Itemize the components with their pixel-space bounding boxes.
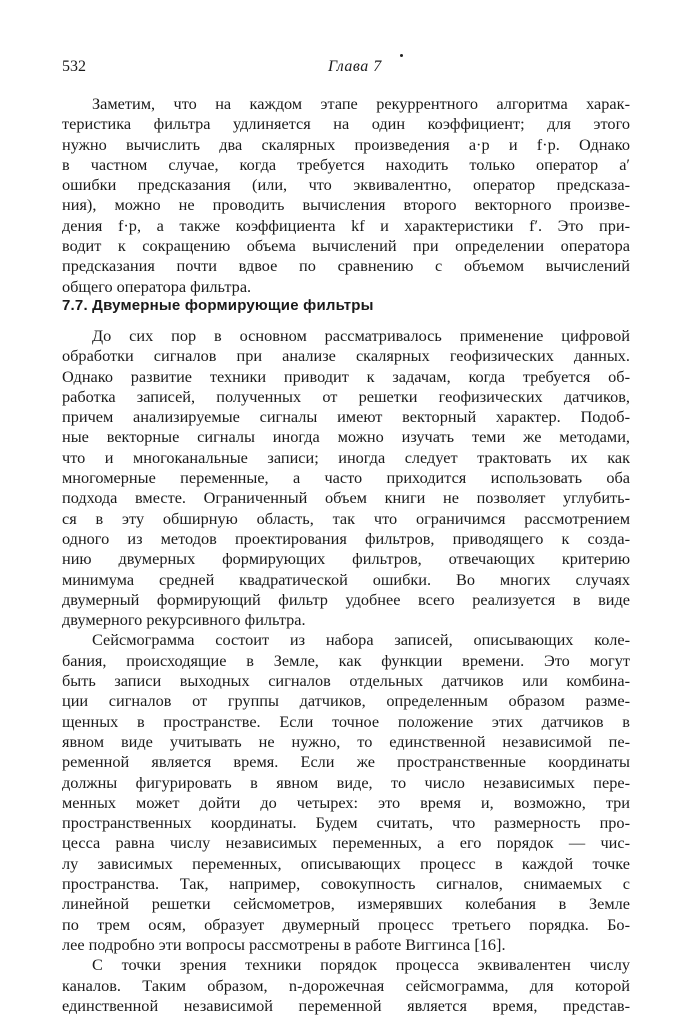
text-line: ошибки предсказания (или, что эквивалентно, оператор предсказа-	[62, 175, 630, 195]
text-line: по трем осям, образует двумерный процесс третьего порядка. Бо-	[62, 914, 630, 934]
text-line: С точки зрения техники порядок процесса эквивалентен числу	[92, 955, 630, 975]
section-body	[62, 326, 630, 1016]
section-heading: 7.7. Двумерные формирующие фильтры	[62, 297, 374, 314]
running-head: Глава 7	[328, 58, 382, 75]
text-line: ся в эту обширную область, так что ограничимся рассмотрением	[62, 508, 630, 528]
text-line: пространства. Так, например, совокупность сигналов, снимаемых с	[62, 874, 630, 894]
text-line: нию двумерных формирующих фильтров, отвечающих критерию	[62, 549, 630, 569]
text-line: теристика фильтра удлиняется на один коэффициент; для этого	[62, 114, 630, 134]
text-line: в частном случае, когда требуется находить только оператор a′	[62, 154, 630, 174]
page-number: 532	[62, 58, 86, 75]
text-line: менных может дойти до четырех: это время и, возможно, три	[62, 792, 630, 812]
text-line: цесса равна числу независимых переменных, а его порядок — чис-	[62, 833, 630, 853]
text-line: Однако развитие техники приводит к задачам, когда требуется об-	[62, 366, 630, 386]
paragraph-opening	[62, 94, 630, 297]
text-line: ременной является время. Если же пространственные координаты	[62, 752, 630, 772]
text-line: лее подробно эти вопросы рассмотрены в работе Виггинса [16].	[62, 934, 506, 954]
text-line: До сих пор в основном рассматривалось применение цифровой	[92, 326, 630, 345]
text-line: общего оператора фильтра.	[62, 276, 252, 296]
text-line: Сейсмограмма состоит из набора записей, описывающих коле-	[92, 630, 630, 650]
text-line: подхода вместе. Ограниченный объем книги не позволяет углубить-	[62, 488, 630, 508]
text-line: ции сигналов от группы датчиков, определенным образом разме-	[62, 691, 630, 711]
text-line: бания, происходящие в Земле, как функции времени. Это могут	[62, 650, 630, 670]
text-line: причем анализируемые сигналы имеют векторный характер. Подоб-	[62, 407, 630, 427]
text-line: каналов. Таким образом, n-дорожечная сейсмограмма, для которой	[62, 975, 630, 995]
text-line: предсказания почти вдвое по сравнению с объемом вычислений	[62, 256, 630, 276]
text-line: двумерный формирующий фильтр удобнее всего реализуется в виде	[62, 589, 630, 609]
text-line: ния), можно не проводить вычисления второго векторного произве-	[62, 195, 630, 215]
text-line: лу зависимых переменных, описывающих процесс в каждой точке	[62, 853, 630, 873]
text-line: минимума средней квадратической ошибки. Во многих случаях	[62, 569, 630, 589]
text-line: Заметим, что на каждом этапе рекуррентного алгоритма харак-	[92, 94, 630, 113]
text-line: явном виде учитывать не нужно, то единственной независимой пе-	[62, 731, 630, 751]
text-line: пространственных координаты. Будем считать, что размерность про-	[62, 813, 630, 833]
text-line: водит к сокращению объема вычислений при определении оператора	[62, 236, 630, 256]
text-line: единственной независимой переменной является время, представ-	[62, 995, 630, 1015]
text-line: нужно вычислить два скалярных произведения a·p и f·p. Однако	[62, 134, 630, 154]
text-line: что и многоканальные записи; иногда следует трактовать их как	[62, 447, 630, 467]
text-line: быть записи выходных сигналов отдельных датчиков или комбина-	[62, 671, 630, 691]
page-header	[62, 58, 630, 82]
text-line: одного из методов проектирования фильтров, приводящего к созда-	[62, 528, 630, 548]
text-line: дения f·p, а также коэффициента kf и характеристики f′. Это при-	[62, 215, 630, 235]
text-line: щенных в пространстве. Если точное положение этих датчиков в	[62, 711, 630, 731]
text-line: должны фигурировать в явном виде, то число независимых пере-	[62, 772, 630, 792]
text-line: линейной решетки сейсмометров, измерявших колебания в Земле	[62, 894, 630, 914]
text-line: работка записей, полученных от решетки геофизических датчиков,	[62, 386, 630, 406]
print-speck	[400, 54, 403, 57]
text-line: обработки сигналов при анализе скалярных геофизических данных.	[62, 346, 630, 366]
text-line: многомерные переменные, а часто приходится использовать оба	[62, 468, 630, 488]
text-line: ные векторные сигналы иногда можно изучать теми же методами,	[62, 427, 630, 447]
text-line: двумерного рекурсивного фильтра.	[62, 610, 306, 630]
